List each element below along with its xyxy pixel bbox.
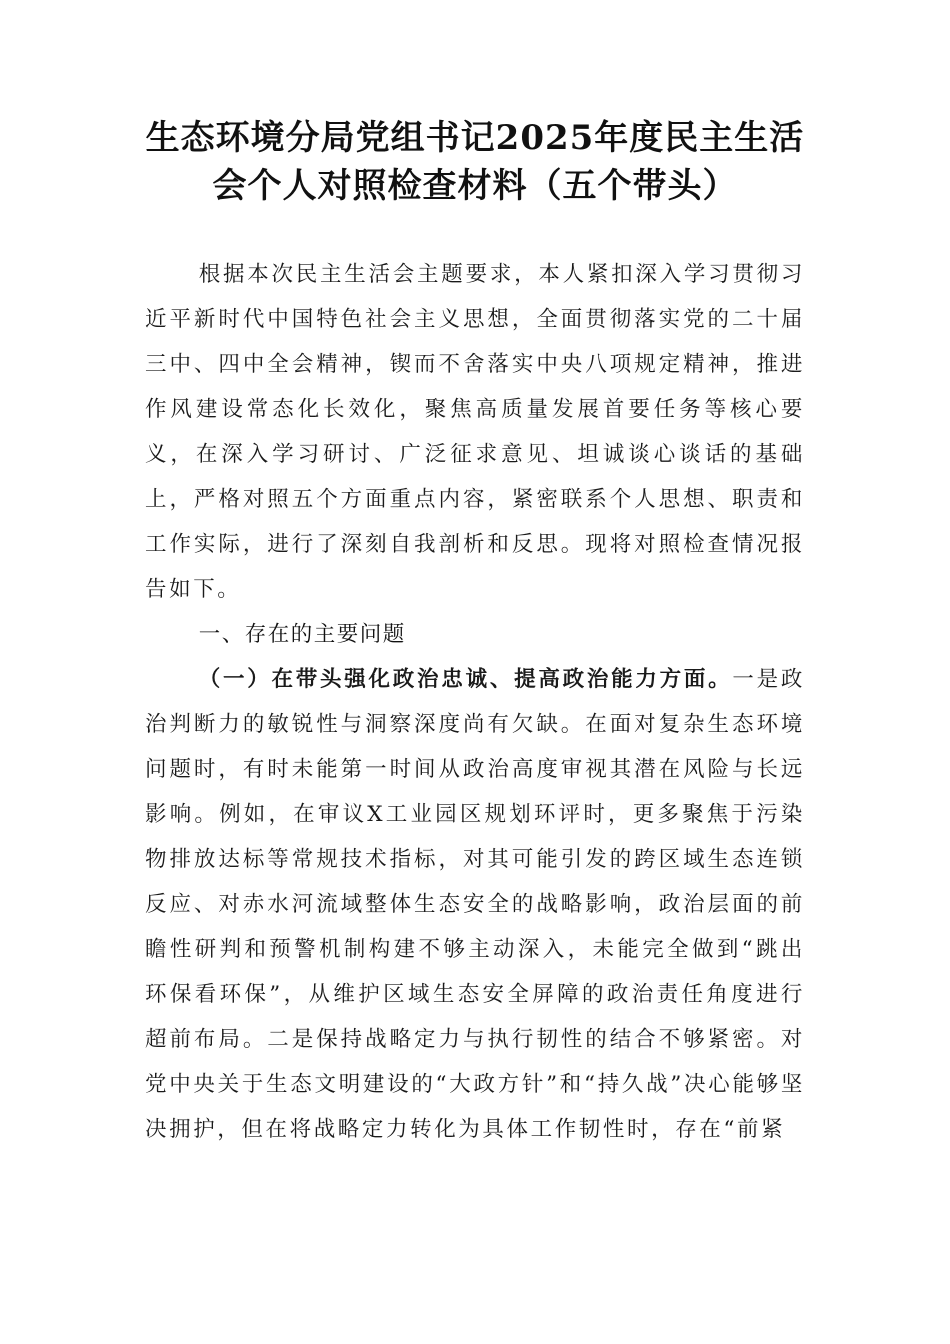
subsection-text: 一是政治判断力的敏锐性与洞察深度尚有欠缺。在面对复杂生态环境问题时，有时未能第一时间从政治高度审视其潜在风险与长远影响。例如，在审议X工业园区规划环评时，更多聚焦于污染物排放达标等常规技术指标，对其可能引发的跨区域生态连锁反应、对赤水河流域整体生态安全的战略影响，政治层面的前瞻性研判和预警机制构建不够主动深入，未能完全做到“跳出环保看环保”，从维护区域生态安全屏障的政治责任角度进行超前布局。二是保持战略定力与执行韧性的结合不够紧密。对党中央关于生态文明建设的“大政方针”和“持久战”决心能够坚决拥护，但在将战略定力转化为具体工作韧性时，存在“前紧 bbox=[145, 667, 806, 1142]
title-line-2: 会个人对照检查材料（五个带头） bbox=[212, 166, 738, 206]
document-title bbox=[130, 114, 820, 210]
subsection-paragraph bbox=[145, 657, 805, 1152]
document-body bbox=[145, 252, 805, 1152]
section-heading: 一、存在的主要问题 bbox=[198, 622, 406, 647]
intro-paragraph: 根据本次民主生活会主题要求，本人紧扣深入学习贯彻习近平新时代中国特色社会主义思想，全面贯彻落实党的二十届三中、四中全会精神，锲而不舍落实中央八项规定精神，推进作风建设常态化长效化，聚焦高质量发展首要任务等核心要义，在深入学习研讨、广泛征求意见、坦诚谈心谈话的基础上，严格对照五个方面重点内容，紧密联系个人思想、职责和工作实际，进行了深刻自我剖析和反思。现将对照检查情况报告如下。 bbox=[145, 262, 805, 602]
subsection-heading: （一）在带头强化政治忠诚、提高政治能力方面。 bbox=[198, 667, 733, 692]
title-line-1: 生态环境分局党组书记2025年度民主生活 bbox=[145, 118, 805, 158]
